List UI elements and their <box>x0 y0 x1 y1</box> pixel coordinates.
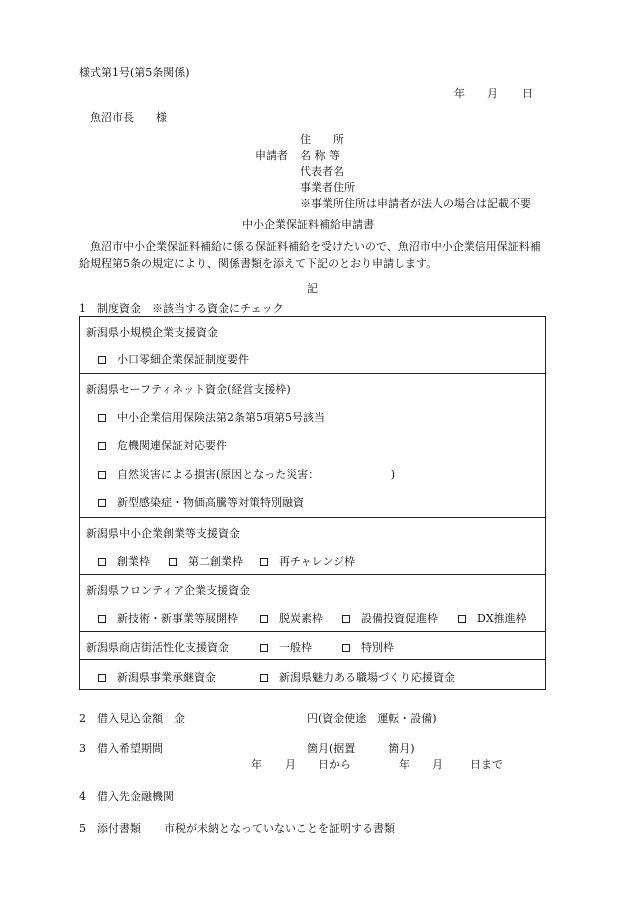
form-title: 中小企業保証料補給申請書 <box>242 218 374 231</box>
date-day: 日 <box>522 87 533 100</box>
fund-table <box>79 316 546 690</box>
option-dx[interactable]: DX推進枠 <box>458 610 527 626</box>
divider <box>80 631 545 632</box>
checkbox[interactable] <box>260 558 268 566</box>
period-from: 日から <box>318 758 351 771</box>
checkbox[interactable] <box>458 615 466 623</box>
checkbox[interactable] <box>98 674 106 682</box>
section3-months: 箇月(据置 箇月) <box>307 742 415 755</box>
period-month-start: 月 <box>285 758 296 771</box>
checkbox[interactable] <box>169 558 177 566</box>
section1-heading: 1 制度資金 ※該当する資金にチェック <box>79 302 284 315</box>
option-decarbon[interactable]: 脱炭素枠 <box>260 610 323 626</box>
checkbox[interactable] <box>98 471 106 479</box>
date-year: 年 <box>454 87 465 100</box>
checkbox[interactable] <box>260 615 268 623</box>
section2-label: 2 借入見込金額 金 <box>79 712 185 725</box>
checkbox[interactable] <box>260 674 268 682</box>
date-month: 月 <box>487 87 498 100</box>
option-business-succession[interactable]: 新潟県事業承継資金 <box>98 669 216 685</box>
group-title-small-business: 新潟県小規模企業支援資金 <box>86 326 218 339</box>
checkbox[interactable] <box>98 414 106 422</box>
checkbox[interactable] <box>260 644 268 652</box>
section3-label: 3 借入希望期間 <box>79 742 163 755</box>
period-until: 日まで <box>470 758 503 771</box>
option-startup[interactable]: 創業枠 <box>98 553 150 569</box>
period-year-start: 年 <box>251 758 262 771</box>
checkbox[interactable] <box>98 356 106 364</box>
option-natural-disaster[interactable]: 自然災害による損害(原因となった災害： ) <box>98 466 395 482</box>
checkbox[interactable] <box>98 615 106 623</box>
divider <box>80 517 545 518</box>
divider <box>80 574 545 575</box>
group-title-shopping-street: 新潟県商店街活性化支援資金 <box>86 641 229 654</box>
checkbox[interactable] <box>98 499 106 507</box>
form-id: 様式第1号(第5条関係) <box>79 66 190 79</box>
option-second-startup[interactable]: 第二創業枠 <box>169 553 243 569</box>
ki-label: 記 <box>307 282 318 295</box>
section2-unit: 円(資金使途 運転・設備) <box>307 712 437 725</box>
divider <box>80 373 545 374</box>
period-month-end: 月 <box>432 758 443 771</box>
section5-value: 市税が未納となっていないことを証明する書類 <box>164 822 395 835</box>
applicant-note: ※事業所住所は申請者が法人の場合は記載不要 <box>300 197 531 210</box>
addressee: 魚沼市長 様 <box>90 111 167 124</box>
option-pandemic-special[interactable]: 新型感染症・物価高騰等対策特別融資 <box>98 494 304 510</box>
group-title-safety-net: 新潟県セーフティネット資金(経営支援枠) <box>86 383 291 396</box>
applicant-address-label: 住 所 <box>300 133 344 146</box>
option-new-tech[interactable]: 新技術・新事業等展開枠 <box>98 610 238 626</box>
period-year-end: 年 <box>399 758 410 771</box>
option-credit-insurance[interactable]: 中小企業信用保険法第2条第5項第5号該当 <box>98 409 325 425</box>
section4-label: 4 借入先金融機関 <box>79 790 174 803</box>
option-rechallenge[interactable]: 再チャレンジ枠 <box>260 553 355 569</box>
checkbox[interactable] <box>342 644 350 652</box>
group-title-frontier: 新潟県フロンティア企業支援資金 <box>86 584 251 597</box>
checkbox[interactable] <box>98 558 106 566</box>
option-crisis-guarantee[interactable]: 危機関連保証対応要件 <box>98 437 227 453</box>
checkbox[interactable] <box>342 615 350 623</box>
section5-label: 5 添付書類 <box>79 822 141 835</box>
applicant-representative-label: 代表者名 <box>300 165 344 178</box>
option-special[interactable]: 特別枠 <box>342 639 394 655</box>
divider <box>80 659 545 660</box>
checkbox[interactable] <box>98 442 106 450</box>
applicant-label: 申請者 <box>255 149 288 162</box>
option-attractive-workplace[interactable]: 新潟県魅力ある職場づくり応援資金 <box>260 669 455 685</box>
option-small-guarantee[interactable]: 小口零細企業保証制度要件 <box>98 351 249 367</box>
group-title-startup: 新潟県中小企業創業等支援資金 <box>86 527 240 540</box>
body-text: 魚沼市中小企業保証料補給に係る保証料補給を受けたいので、魚沼市中小企業信用保証料補給規程第5条の規定により、関係書類を添えて下記のとおり申請します。 <box>79 240 541 270</box>
applicant-business-address-label: 事業者住所 <box>300 181 355 194</box>
applicant-name-label: 名 称 等 <box>300 149 340 162</box>
option-capex[interactable]: 設備投資促進枠 <box>342 610 438 626</box>
option-general[interactable]: 一般枠 <box>260 639 312 655</box>
